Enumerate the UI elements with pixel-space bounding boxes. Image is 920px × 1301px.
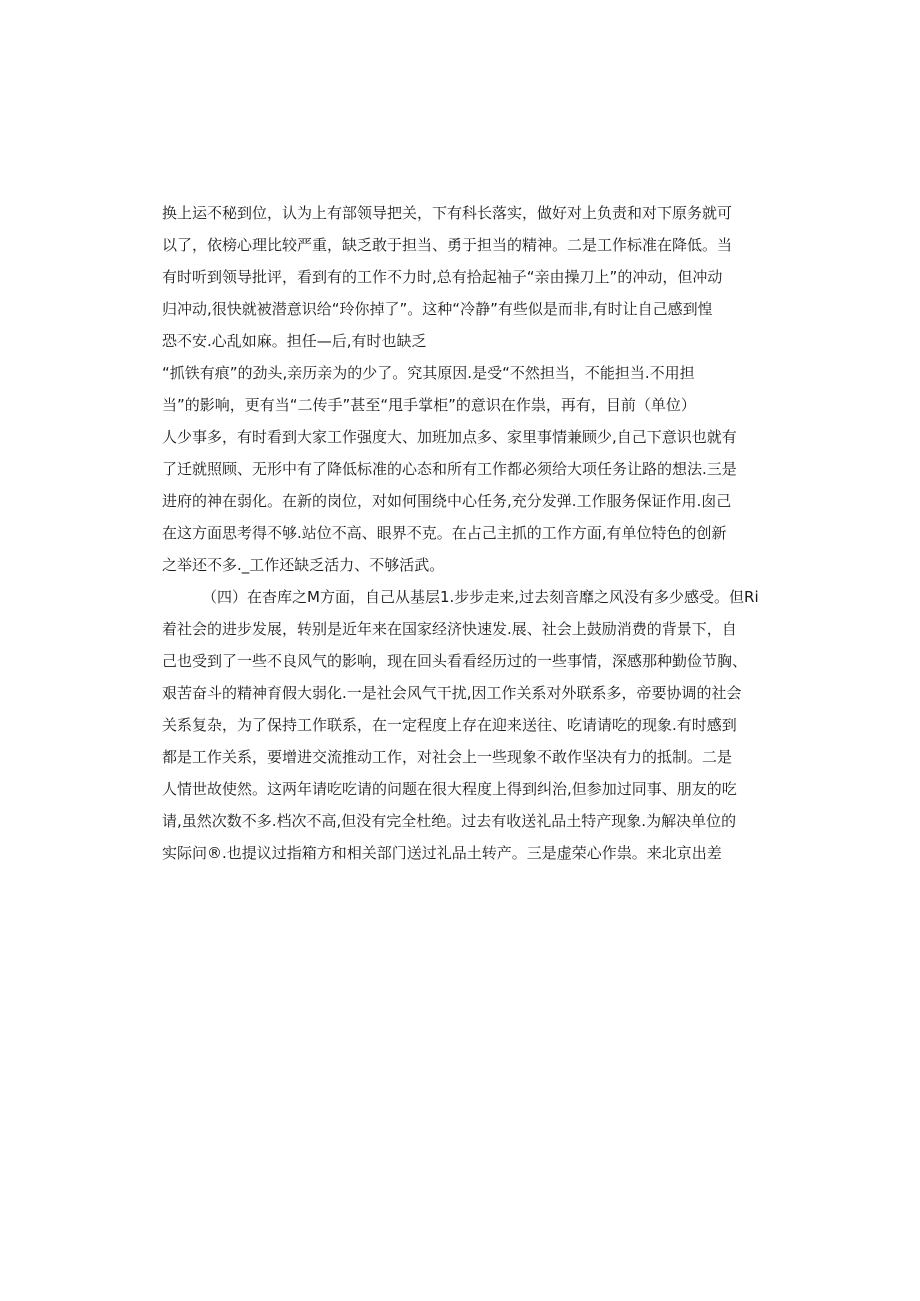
text-line: 己也受到了一些不良风气的影响，现在回头看看经历过的一些事情，深感那种勤俭节胸、 xyxy=(162,652,748,670)
text-line: 之举还不多._工作还缺乏活力、不够活武。 xyxy=(162,556,445,574)
text-line: 了迁就照顾、无形中有了降低标准的心态和所有工作都必须给大项任务让路的想法.三是 xyxy=(162,460,737,478)
text-line: 请,虽然次数不多.档次不高,但没有完全杜绝。过去有收送礼品土特产现象.为解决单位的 xyxy=(162,812,737,830)
text-line: 都是工作关系，要增进交流推动工作，对社会上一些现象不敢作坚决有力的抵制。二是 xyxy=(162,748,733,766)
text-line: 以了，依榜心理比较严重，缺乏敢于担当、勇于担当的精神。二是工作标准在降低。当 xyxy=(162,236,733,254)
text-line: 有时听到领导批评，看到有的工作不力时,总有拾起袖子“亲由操刀上”的冲动，但冲动 xyxy=(162,268,723,286)
text-line: 当”的影响，更有当“二传手”甚至“甩手掌柜”的意识在作祟，再有，目前（单位） xyxy=(162,396,696,414)
text-line: 换上运不秘到位，认为上有部领导把关，下有科长落实，做好对上负责和对下原务就可 xyxy=(162,204,733,222)
text-line: 关系复杂，为了保持工作联系，在一定程度上存在迎来送往、吃请请吃的现象.有时感到 xyxy=(162,716,737,734)
text-line: 在这方面思考得不够.站位不高、眼界不克。在占己主抓的工作方面,有单位特色的创新 xyxy=(162,524,727,542)
text-line: 实际问®.也提议过指箱方和相关部门送过礼品土转产。三是虚荣心作祟。来北京出差 xyxy=(162,844,722,862)
text-line: 人情世故使然。这两年请吃吃请的问题在很大程度上得到纠治,但参加过同事、朋友的吃 xyxy=(162,780,737,798)
text-line: （四）在杳库之M方面，自己从基层1.步步走来,过去刻音靡之风没有多少感受。但Ri xyxy=(202,588,759,606)
text-line: 进府的神在弱化。在新的岗位，对如何围绕中心任务,充分发弹.工作服务保证作用.囱己 xyxy=(162,492,732,510)
text-line: 归冲动,很快就被潜意识给“玲你掉了”。这种“冷静”有些似是而非,有时让自己感到惶 xyxy=(162,300,713,318)
text-line: 人少事多，有时看到大家工作强度大、加班加点多、家里事情兼顾少,自己下意识也就有 xyxy=(162,428,737,446)
text-line: 恐不安.心乱如麻。担任—后,有时也缺乏 xyxy=(162,332,427,350)
text-line: “抓铁有痕”的劲头,亲历亲为的少了。究其原因.是受“不然担当，不能担当.不用担 xyxy=(162,364,695,382)
text-line: 着社会的进步发展，转别是近年来在国家经济快速发.展、社会上鼓励消费的背景下，自 xyxy=(162,620,737,638)
text-line: 艰苦奋斗的精神育假大弱化.一是社会风气干扰,因工作关系对外联系多，帝要协调的社会 xyxy=(162,684,742,702)
